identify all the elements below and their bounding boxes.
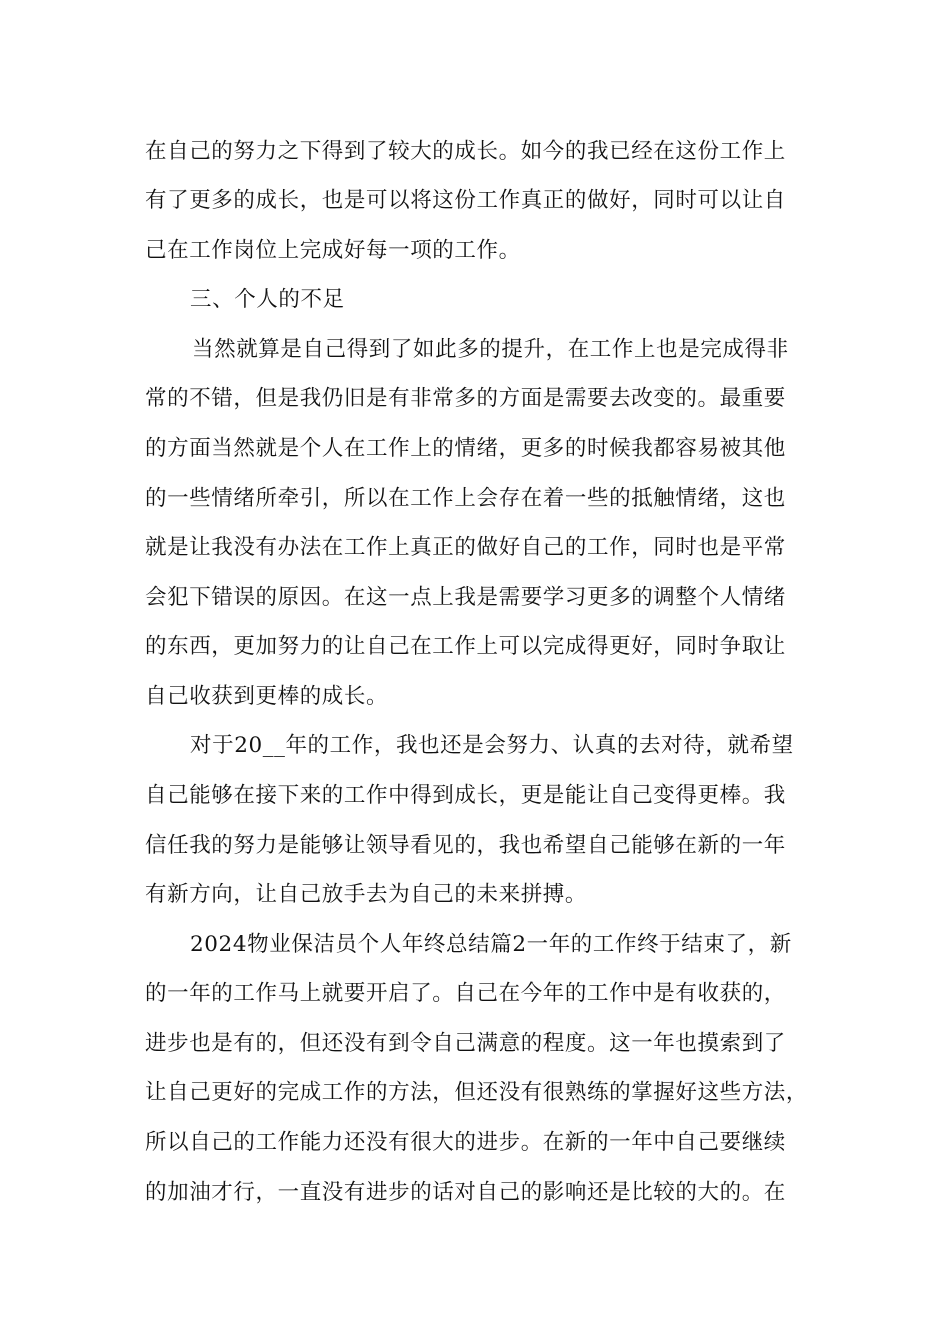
paragraph-line: 信任我的努力是能够让领导看见的，我也希望自己能够在新的一年 <box>145 833 786 858</box>
paragraph-line: 在自己的努力之下得到了较大的成长。如今的我已经在这份工作上 <box>145 139 786 164</box>
paragraph-line: 进步也是有的，但还没有到令自己满意的程度。这一年也摸索到了 <box>145 1031 786 1056</box>
paragraph-line: 对于20__年的工作，我也还是会努力、认真的去对待，就希望 <box>190 733 794 758</box>
paragraph-line: 常的不错，但是我仍旧是有非常多的方面是需要去改变的。最重要 <box>145 386 786 411</box>
paragraph-line: 所以自己的工作能力还没有很大的进步。在新的一年中自己要继续 <box>145 1130 786 1155</box>
paragraph-line: 自己收获到更棒的成长。 <box>145 684 389 709</box>
paragraph-line: 的方面当然就是个人在工作上的情绪，更多的时候我都容易被其他 <box>145 436 786 461</box>
paragraph-line: 就是让我没有办法在工作上真正的做好自己的工作，同时也是平常 <box>145 535 786 560</box>
paragraph-line: 己在工作岗位上完成好每一项的工作。 <box>145 238 521 263</box>
paragraph-line: 当然就算是自己得到了如此多的提升，在工作上也是完成得非 <box>192 337 789 362</box>
paragraph-line: 的一年的工作马上就要开启了。自己在今年的工作中是有收获的， <box>145 981 786 1006</box>
paragraph-line: 自己能够在接下来的工作中得到成长，更是能让自己变得更棒。我 <box>145 783 786 808</box>
paragraph-line: 会犯下错误的原因。在这一点上我是需要学习更多的调整个人情绪 <box>145 585 786 610</box>
paragraph-line: 的东西，更加努力的让自己在工作上可以完成得更好，同时争取让 <box>145 634 786 659</box>
paragraph-line: 让自己更好的完成工作的方法，但还没有很熟练的掌握好这些方法， <box>145 1080 809 1105</box>
paragraph-line: 2024物业保洁员个人年终总结篇2一年的工作终于结束了，新 <box>190 932 792 957</box>
paragraph-line: 有了更多的成长，也是可以将这份工作真正的做好，同时可以让自 <box>145 188 786 213</box>
paragraph-line: 有新方向，让自己放手去为自己的未来拼搏。 <box>145 882 588 907</box>
section-heading: 三、个人的不足 <box>190 287 345 312</box>
paragraph-line: 的加油才行，一直没有进步的话对自己的影响还是比较的大的。在 <box>145 1180 786 1205</box>
paragraph-line: 的一些情绪所牵引，所以在工作上会存在着一些的抵触情绪，这也 <box>145 486 786 511</box>
